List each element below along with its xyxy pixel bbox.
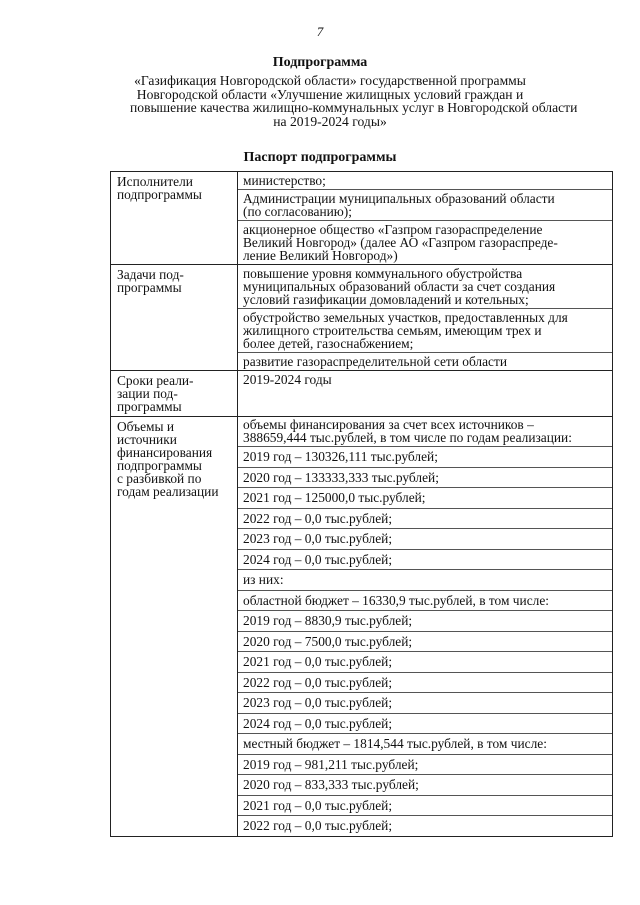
label-line: Исполнители	[117, 174, 193, 189]
value-item	[238, 353, 612, 370]
value-item	[238, 693, 612, 714]
value-item	[238, 652, 612, 673]
value-line: 2019-2024 годы	[243, 372, 332, 387]
value-line: 2020 год – 133333,333 тыс.рублей;	[243, 469, 439, 485]
subtitle-line: на 2019-2024 годы»	[273, 113, 387, 129]
value-line: Администрации муниципальных образований области	[243, 191, 555, 206]
value-line: 2021 год – 125000,0 тыс.рублей;	[243, 490, 426, 505]
value-item	[238, 447, 612, 468]
value-line: 2023 год – 0,0 тыс.рублей;	[243, 531, 393, 546]
value-item	[238, 221, 612, 264]
row-value	[238, 417, 613, 837]
value-line: Великий Новгород» (далее АО «Газпром газораспреде-	[243, 235, 558, 250]
value-line: 2022 год – 0,0 тыс.рублей;	[243, 510, 393, 526]
value-line: 2020 год – 7500,0 тыс.рублей;	[243, 633, 413, 649]
value-item	[238, 265, 612, 309]
passport-table	[110, 171, 613, 837]
label-line: с разбивкой по	[117, 471, 202, 486]
label-line: подпрограммы	[117, 187, 202, 202]
value-line: жилищного строительства семьям, имеющим трех и	[243, 323, 542, 338]
document-title: Подпрограмма	[272, 55, 368, 70]
row-label	[111, 265, 238, 371]
value-item	[238, 570, 612, 591]
page-number: 7	[316, 24, 324, 39]
label-line: зации под-	[117, 386, 178, 401]
row-value	[238, 371, 613, 417]
label-line: Объемы и	[117, 419, 175, 434]
label-line: Сроки реали-	[117, 373, 194, 388]
value-item	[238, 714, 612, 735]
row-executors	[111, 172, 613, 265]
row-value	[238, 172, 613, 265]
value-item	[238, 734, 612, 755]
label-line: годам реализации	[117, 484, 219, 499]
label-line: программы	[117, 280, 182, 295]
value-line: 2021 год – 0,0 тыс.рублей;	[243, 797, 393, 813]
value-line: 2020 год – 833,333 тыс.рублей;	[243, 777, 419, 792]
value-item	[238, 796, 612, 817]
value-line: развитие газораспределительной сети области	[243, 354, 508, 369]
value-line: муниципальных образований области за счет создания	[243, 279, 556, 294]
label-line: Задачи под-	[117, 267, 184, 282]
value-item	[238, 488, 612, 509]
value-line: 2019 год – 981,211 тыс.рублей;	[243, 756, 419, 772]
row-label	[111, 371, 238, 417]
value-line: 2021 год – 0,0 тыс.рублей;	[243, 654, 393, 669]
value-item	[238, 190, 612, 221]
subtitle-line: «Газификация Новгородской области» государственной программы	[134, 73, 526, 88]
row-label	[111, 417, 238, 837]
value-item	[238, 309, 612, 353]
value-line: из них:	[243, 572, 284, 587]
passport-title: Паспорт подпрограммы	[243, 150, 397, 165]
value-line: акционерное общество «Газпром газораспределение	[243, 222, 543, 237]
row-label	[111, 172, 238, 265]
value-line: 2019 год – 8830,9 тыс.рублей;	[243, 613, 413, 628]
value-line: 2022 год – 0,0 тыс.рублей;	[243, 674, 393, 690]
value-line: местный бюджет – 1814,544 тыс.рублей, в том числе:	[243, 736, 547, 751]
value-item	[238, 550, 612, 571]
value-item	[238, 816, 612, 836]
value-line: 2023 год – 0,0 тыс.рублей;	[243, 695, 393, 710]
value-line: объемы финансирования за счет всех источников –	[243, 417, 534, 432]
value-item	[238, 611, 612, 632]
value-item	[238, 755, 612, 776]
value-line: обустройство земельных участков, предоставленных для	[243, 310, 568, 325]
value-item	[238, 591, 612, 612]
value-line: ление Великий Новгород»)	[243, 248, 398, 263]
value-item	[238, 371, 612, 409]
value-item	[238, 775, 612, 796]
document-subtitle	[130, 73, 578, 129]
value-line: 2022 год – 0,0 тыс.рублей;	[243, 818, 393, 833]
value-item	[238, 417, 612, 447]
label-line: подпрограммы	[117, 458, 202, 473]
value-item	[238, 468, 612, 489]
value-item	[238, 632, 612, 653]
value-item	[238, 529, 612, 550]
value-line: областной бюджет – 16330,9 тыс.рублей, в том числе:	[243, 592, 549, 608]
row-finance	[111, 417, 613, 837]
row-value	[238, 265, 613, 371]
subtitle-line: Новгородской области «Улучшение жилищных условий граждан и	[136, 86, 524, 102]
value-line: 2024 год – 0,0 тыс.рублей;	[243, 715, 393, 731]
value-line: условий газификации домовладений и котельных;	[243, 292, 529, 307]
value-item	[238, 509, 612, 530]
value-line: 388659,444 тыс.рублей, в том числе по годам реализации:	[243, 429, 572, 445]
label-line: финансирования	[117, 445, 213, 460]
label-line: программы	[117, 399, 182, 414]
label-line: источники	[117, 432, 177, 447]
row-terms	[111, 371, 613, 417]
value-line: (по согласованию);	[243, 204, 352, 219]
value-item	[238, 172, 612, 190]
value-item	[238, 673, 612, 694]
row-tasks	[111, 265, 613, 371]
subtitle-line: повышение качества жилищно-коммунальных услуг в Новгородской области	[130, 100, 578, 115]
value-line: 2024 год – 0,0 тыс.рублей;	[243, 551, 393, 567]
value-line: более детей, газоснабжением;	[243, 336, 414, 351]
value-line: министерство;	[243, 173, 326, 188]
value-line: 2019 год – 130326,111 тыс.рублей;	[243, 449, 438, 464]
value-line: повышение уровня коммунального обустройства	[243, 266, 523, 281]
